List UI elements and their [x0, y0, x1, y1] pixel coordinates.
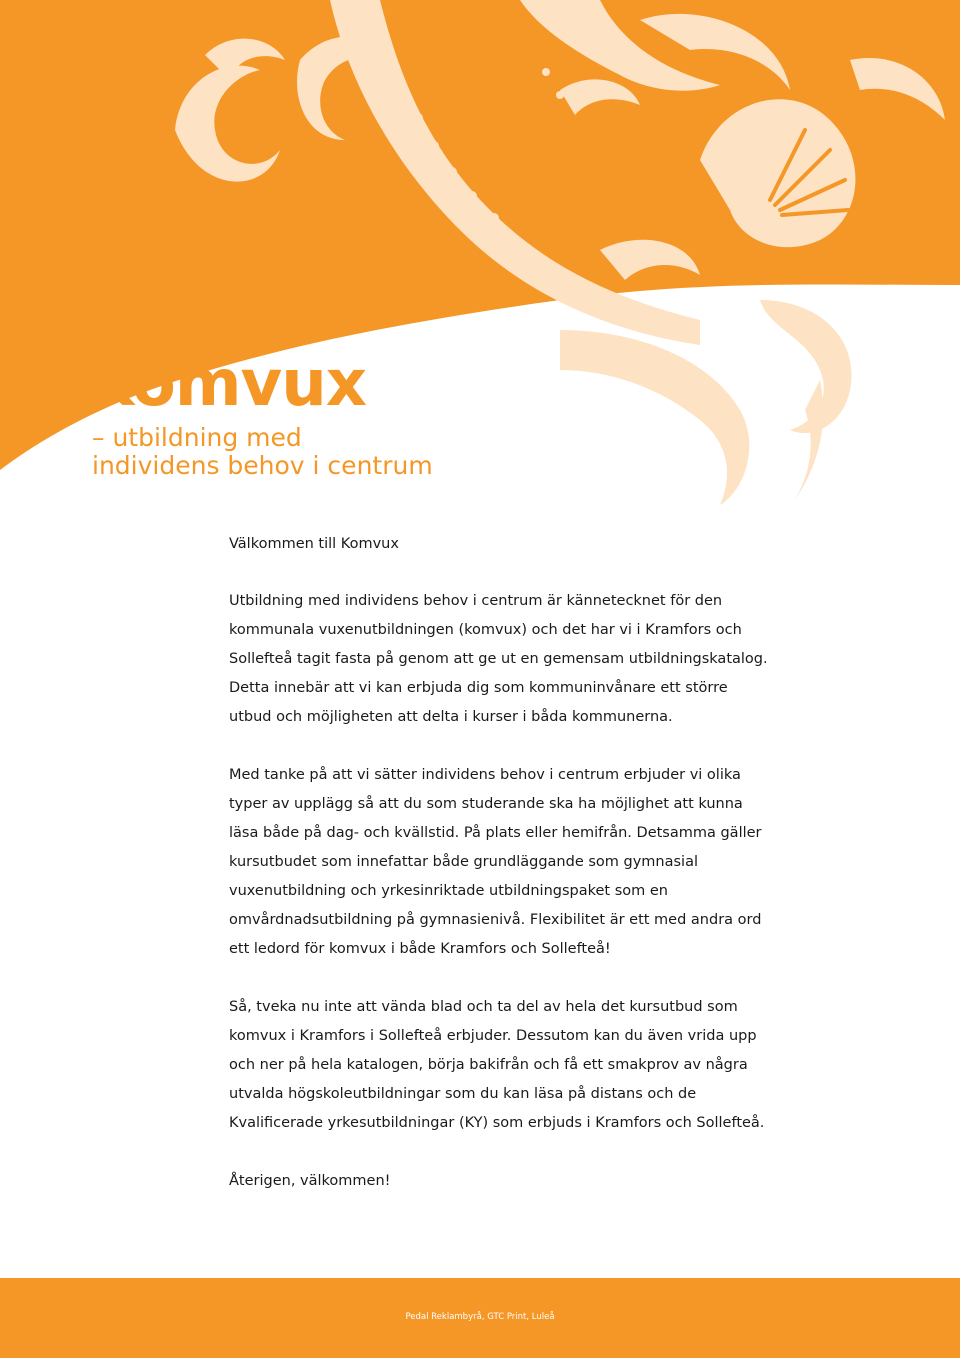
paragraph-intro: Utbildning med individens behov i centrum är kännetecknet för den kommunala vuxenutbildningen (komvux) och det har vi i Kramfors och Sollefteå tagit fasta på genom att ge ut en gemensam utbildningskatalog. Detta innebär att vi kan erbjuda dig som kommuninvånare ett större utbud och möjligheten att delta i kurser i båda kommunerna.: [229, 593, 768, 725]
footer-credit: Pedal Reklambyrå, GTC Print, Luleå: [405, 1312, 555, 1322]
page-subtitle: [92, 424, 433, 480]
paragraph-flexibility: Med tanke på att vi sätter individens behov i centrum erbjuder vi olika typer av upplägg så att du som studerande ska ha möjlighet att kunna läsa både på dag- och kvällstid. På plats eller hemifrån. Detsamma gäller kursutbudet som innefattar både grundläggande som gymnasial vuxenutbildning och yrkesinriktade utbildningspaket som en omvårdnadsutbildning på gymnasienivå. Flexibilitet är ett med andra ord ett ledord för komvux i både Kramfors och Sollefteå!: [229, 767, 762, 957]
closing-line: Återigen, välkommen!: [229, 1173, 391, 1189]
subtitle-line-1: – utbildning med: [92, 423, 302, 452]
page-title: komvux: [92, 347, 367, 421]
paragraph-catalog: Så, tveka nu inte att vända blad och ta del av hela det kursutbud som komvux i Kramfors i Sollefteå erbjuder. Dessutom kan du även vrida upp och ner på hela katalogen, börja bakifrån och få ett smakprov av några utvalda högskoleutbildningar som du kan läsa på distans och de Kvalificerade yrkesutbildningar (KY) som erbjuds i Kramfors och Sollefteå.: [229, 999, 765, 1131]
subtitle-line-2: individens behov i centrum: [92, 451, 433, 480]
welcome-heading: Välkommen till Komvux: [229, 536, 399, 552]
footer-band: [0, 1278, 960, 1358]
body-text: [229, 530, 769, 1225]
